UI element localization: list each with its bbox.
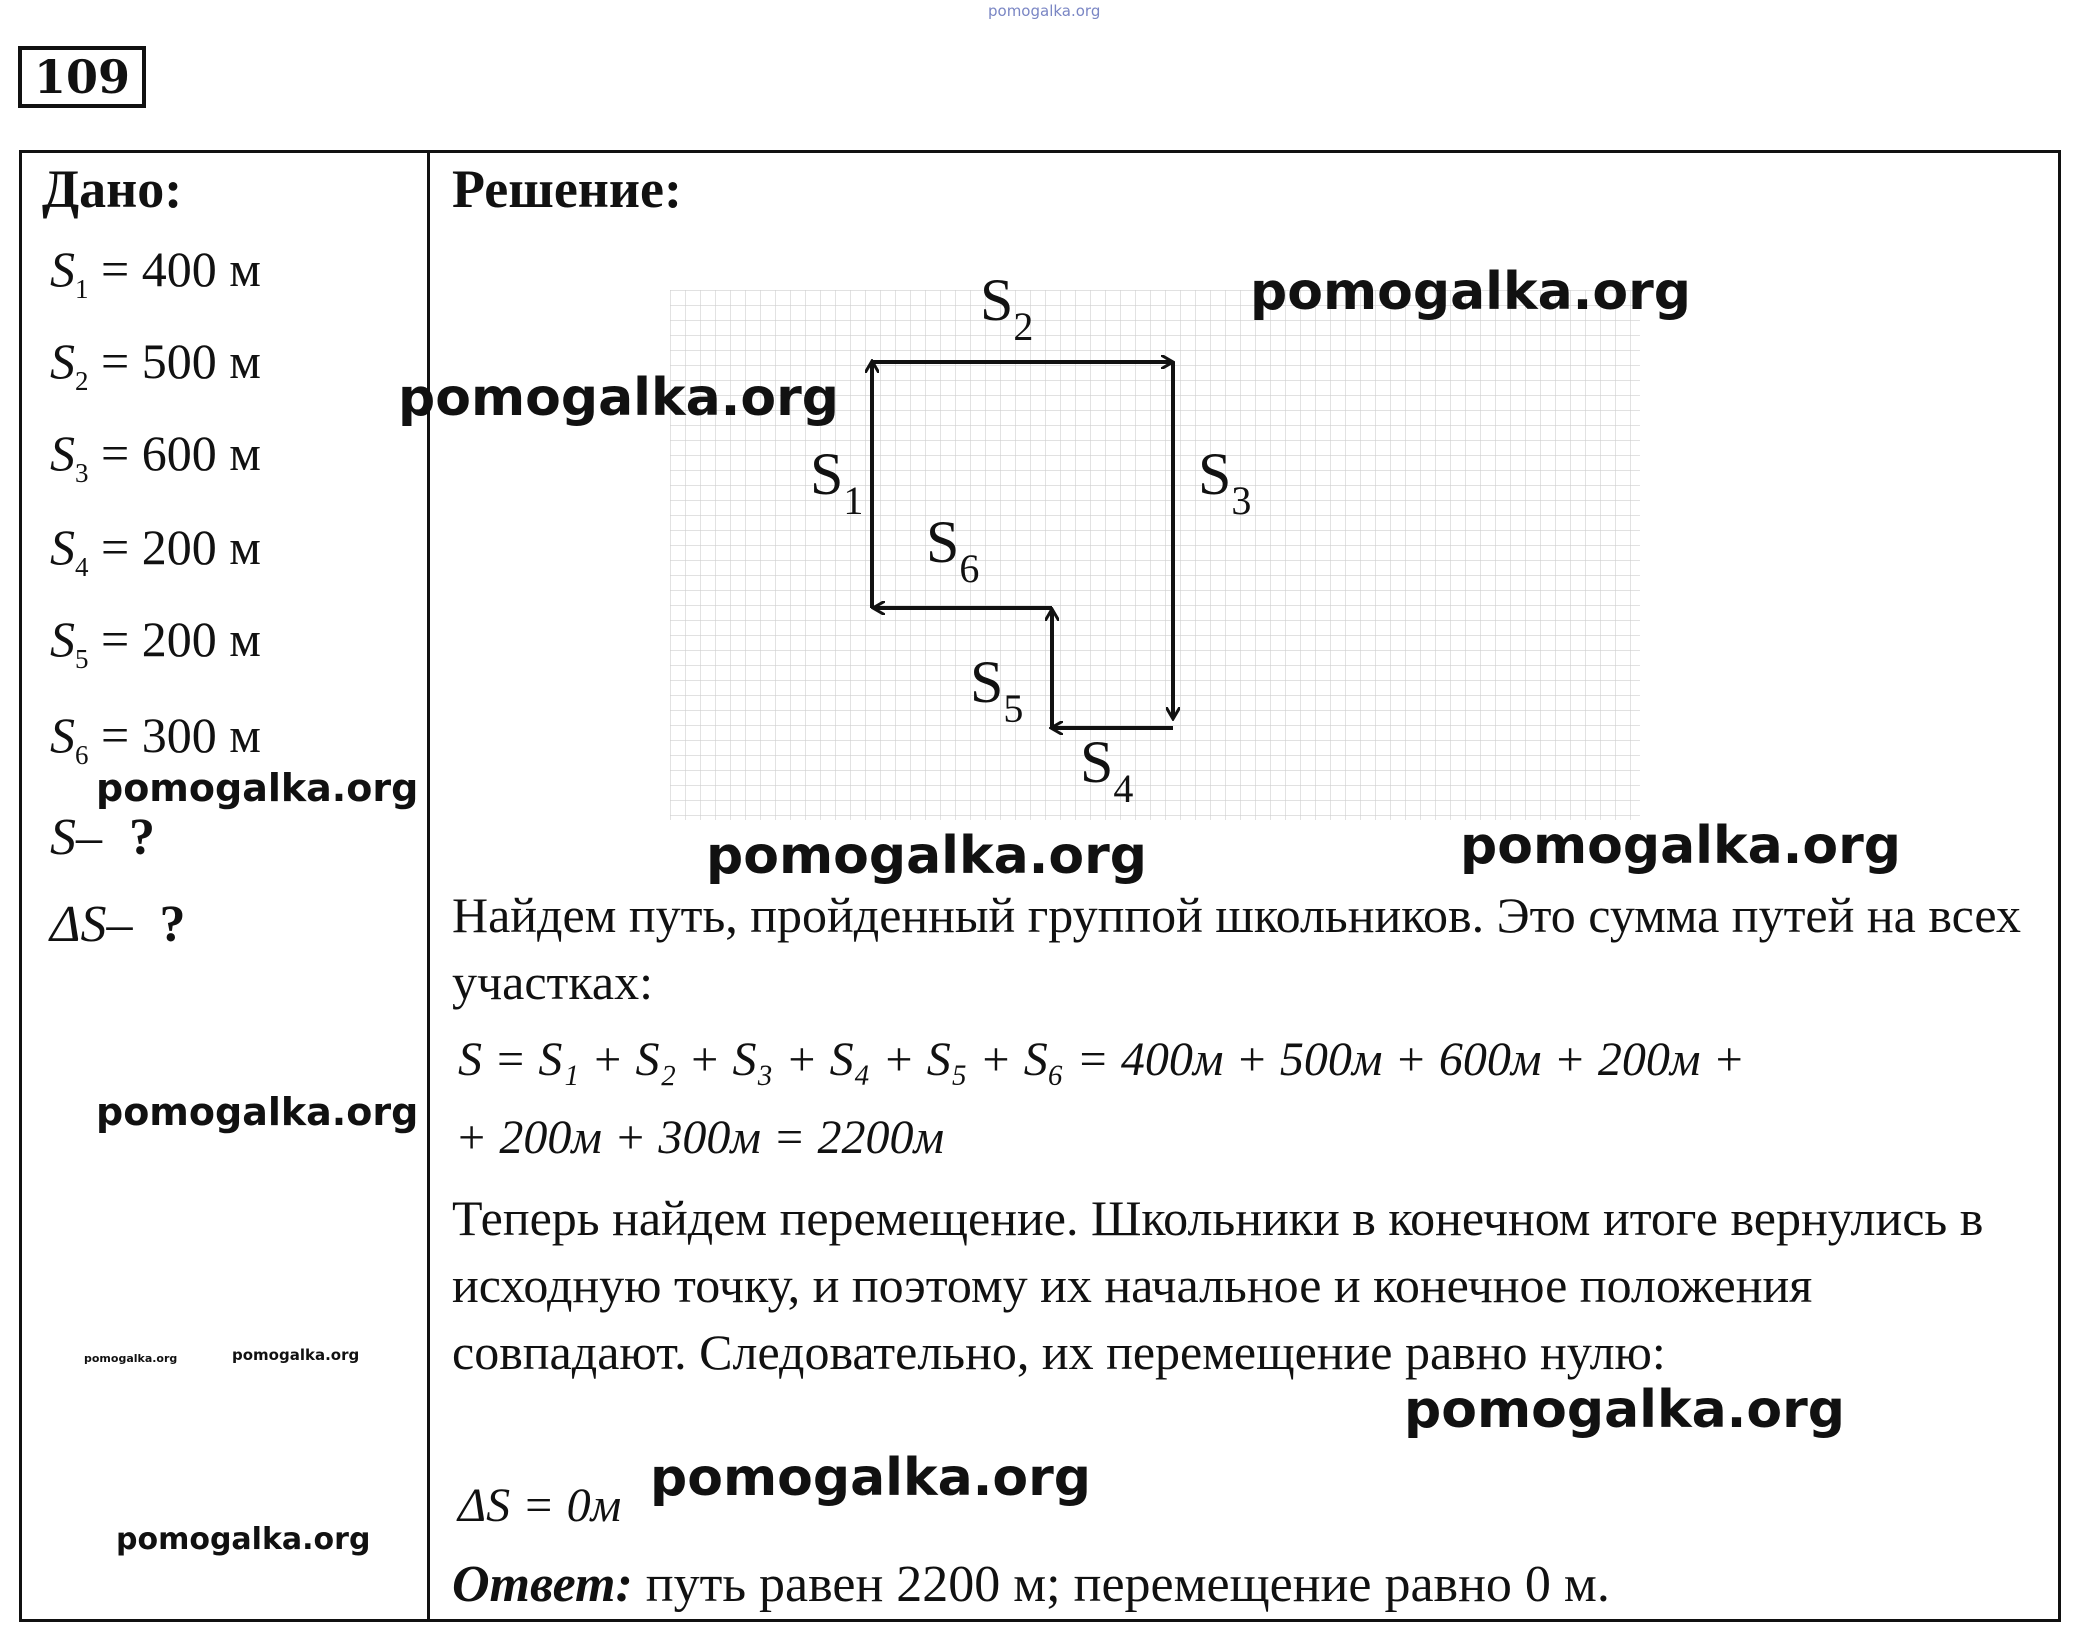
watermark: pomogalka.org bbox=[650, 1448, 1092, 1508]
given-subscript: 6 bbox=[75, 740, 89, 770]
answer-text: путь равен 2200 м; перемещение равно 0 м. bbox=[632, 1556, 1610, 1613]
unknown-displacement bbox=[50, 895, 186, 954]
unknown-question: ? bbox=[129, 809, 155, 866]
given-symbol: S bbox=[50, 519, 75, 575]
given-symbol: S bbox=[50, 611, 75, 667]
given-item-s6 bbox=[50, 706, 261, 771]
unknown-dash: – bbox=[76, 809, 115, 866]
given-symbol: S bbox=[50, 241, 75, 297]
watermark: pomogalka.org bbox=[1250, 262, 1692, 322]
watermark: pomogalka.org bbox=[96, 766, 419, 810]
unknown-path bbox=[50, 808, 155, 867]
formula-path-sum-line2: + 200м + 300м = 2200м bbox=[455, 1111, 945, 1164]
watermark-top: pomogalka.org bbox=[988, 2, 1101, 20]
answer-line bbox=[452, 1555, 1610, 1614]
watermark: pomogalka.org bbox=[232, 1346, 360, 1364]
given-value: = 600 м bbox=[101, 425, 261, 481]
label-s1: $S_1$ bbox=[810, 441, 864, 523]
unknown-question: ? bbox=[159, 896, 186, 953]
watermark: pomogalka.org bbox=[1404, 1380, 1846, 1440]
watermark: pomogalka.org bbox=[1460, 816, 1902, 876]
given-value: = 500 м bbox=[101, 333, 261, 389]
watermark: pomogalka.org bbox=[96, 1090, 419, 1134]
given-value: = 200 м bbox=[101, 611, 261, 667]
given-symbol: S bbox=[50, 707, 75, 763]
watermark: pomogalka.org bbox=[116, 1522, 371, 1557]
label-s6: $S_6$ bbox=[926, 509, 980, 591]
given-subscript: 4 bbox=[75, 552, 89, 582]
formula-displacement: ΔS = 0м bbox=[458, 1479, 622, 1532]
given-symbol: S bbox=[50, 425, 75, 481]
answer-label: Ответ: bbox=[452, 1556, 633, 1613]
unknown-dash: – bbox=[106, 896, 146, 953]
solution-paragraph-displacement: Теперь найдем перемещение. Школьники в конечном итоге вернулись в исходную точку, и поэтому их начальное и конечное положения совпадают. Следовательно, их перемещение равно нулю: bbox=[452, 1190, 1984, 1380]
given-symbol: S bbox=[50, 333, 75, 389]
label-s5: $S_5$ bbox=[970, 649, 1024, 731]
given-subscript: 3 bbox=[75, 458, 89, 488]
given-subscript: 5 bbox=[75, 644, 89, 674]
given-item-s5 bbox=[50, 610, 261, 675]
given-value: = 400 м bbox=[101, 241, 261, 297]
label-s4: $S_4$ bbox=[1080, 729, 1134, 811]
given-item-s3 bbox=[50, 424, 261, 489]
given-item-s1 bbox=[50, 240, 261, 305]
solution-paragraph-path: Найдем путь, пройденный группой школьников. Это сумма путей на всех участках: bbox=[452, 887, 2021, 1010]
solution-heading: Решение: bbox=[452, 159, 682, 219]
given-value: = 200 м bbox=[101, 519, 261, 575]
given-subscript: 2 bbox=[75, 366, 89, 396]
watermark: pomogalka.org bbox=[398, 368, 840, 428]
label-s3: $S_3$ bbox=[1198, 441, 1252, 523]
unknown-symbol: S bbox=[50, 809, 76, 866]
unknown-symbol: ΔS bbox=[50, 896, 107, 953]
watermark: pomogalka.org bbox=[84, 1352, 178, 1365]
given-item-s2 bbox=[50, 332, 261, 397]
problem-number: 109 bbox=[18, 46, 146, 108]
label-s2: $S_2$ bbox=[980, 267, 1034, 349]
given-item-s4 bbox=[50, 518, 261, 583]
given-subscript: 1 bbox=[75, 274, 89, 304]
given-value: = 300 м bbox=[101, 707, 261, 763]
given-heading: Дано: bbox=[42, 159, 183, 219]
watermark: pomogalka.org bbox=[706, 826, 1148, 886]
formula-path-sum-line1: S = S₁ + S₂ + S₃ + S₄ + S₅ + S₆ = 400м + 500м + 600м + 200м + bbox=[458, 1033, 1745, 1086]
